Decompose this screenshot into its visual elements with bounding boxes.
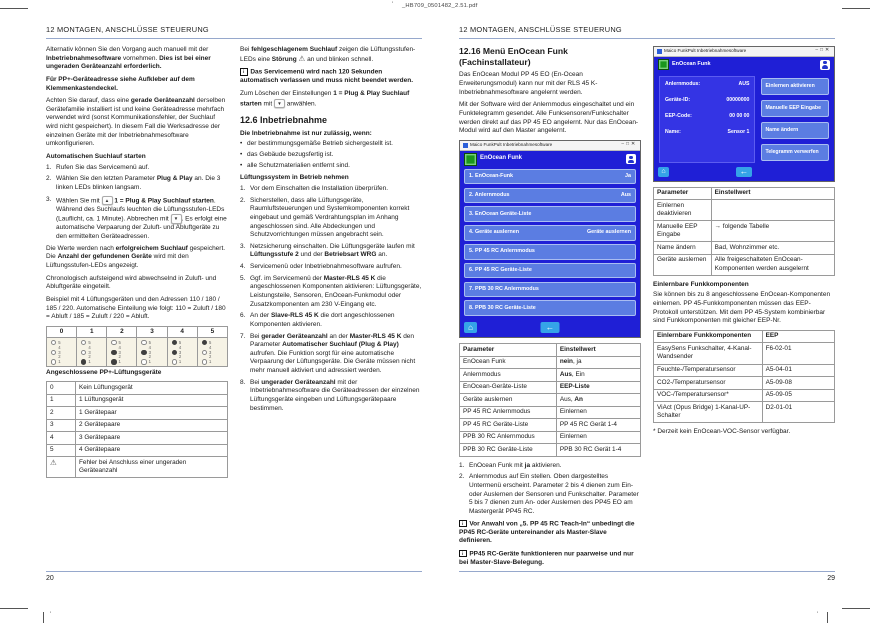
back-arrow-icon: ← — [736, 167, 752, 177]
field-value: Sensor 1 — [727, 128, 750, 135]
minimize-icon: – — [815, 48, 821, 54]
crop-mark: ' — [392, 2, 394, 8]
list-item: 1. Vor dem Einschalten die Installation überprüfen. — [240, 184, 389, 192]
table-cell: 1 — [47, 394, 76, 407]
left-page-column-1 — [46, 46, 228, 571]
table-row — [654, 330, 835, 343]
table-cell: VOC-/Temperatursensor* — [654, 389, 763, 402]
table-cell — [711, 200, 834, 221]
menu-item-label: 3. EnOcean Geräte-Liste — [469, 210, 532, 217]
table-cell: Einlernen — [556, 406, 640, 419]
run-in-heading: Die Inbetriebnahme ist nur zulässig, wenn: — [240, 129, 372, 137]
table-cell: Geräte auslernen — [460, 394, 557, 407]
menu-item — [464, 188, 636, 204]
table-cell: 0 — [47, 382, 76, 395]
info-icon: i — [459, 520, 467, 528]
table-row — [460, 369, 641, 382]
menu-item-label: 7. PPB 30 RC Anlernmodus — [469, 285, 539, 292]
table-header-cell: Einlernbare Funkkomponenten — [654, 330, 763, 343]
table-cell: 4 — [47, 432, 76, 445]
section-heading: 12.16 Menü EnOcean Funk (Fachinstallateur) — [459, 46, 568, 68]
screenshot-enocean-menu — [459, 140, 641, 338]
table-cell: EEP-Liste — [556, 381, 640, 394]
menu-item — [464, 169, 636, 185]
list-item: 6. An der Slave-RLS 45 K die dort angeschlossenen Komponenten aktivieren. — [240, 312, 395, 328]
menu-item-value: Aus — [620, 191, 631, 198]
table-cell: → folgende Tabelle — [711, 221, 834, 242]
close-icon: ✕ — [630, 142, 637, 148]
menu-list — [460, 168, 640, 320]
window-titlebar — [654, 47, 834, 57]
table-header-cell: 4 — [167, 326, 197, 338]
field-label: EEP-Code: — [665, 112, 692, 119]
table-cell: Alle freigeschalteten EnOcean-Komponenten werden ausgelernt — [711, 254, 834, 275]
arrow-down-icon: ▼ — [171, 214, 182, 224]
table-cell: Bad, Wohnzimmer etc. — [711, 242, 834, 255]
button: Manuelle EEP Eingabe — [761, 100, 829, 117]
table-row — [654, 364, 835, 377]
table-cell: Manuelle EEP Eingabe — [654, 221, 712, 242]
right-page-column-1 — [459, 46, 641, 571]
button: Name ändern — [761, 122, 829, 139]
table-header-cell: Einstellwert — [556, 344, 640, 357]
table-cell: Aus, An — [556, 394, 640, 407]
list-item: 2. Anlernmodus auf Ein stellen. Oben dargestelltes Untermenü erscheint. Parameter 2 bis 4 dienen zum Ein- oder Auslernen der Sensoren und Funkschalter. Parameter 5 bis 7 dienen zum An- oder Auslernen des PP45 EO am Mastergerät PP45 RC. — [459, 473, 639, 515]
led-indicator-cell: 5 4 3 2 1 — [137, 338, 167, 367]
paragraph: Mit der Software wird der Anlernmodus eingeschaltet und ein Funktelegramm gesendet. Alle Funksensoren/Funkschalter werden direkt auf das PP 45 EO angelernt. Nur das EnOcean-Modul wird auf den Master angelernt. — [459, 101, 639, 135]
info-icon: i — [459, 550, 467, 558]
table-row — [654, 242, 835, 255]
table-cell: Einlernen — [556, 431, 640, 444]
table-header-cell: 1 — [77, 326, 107, 338]
list-item: • der bestimmungsgemäße Betrieb sichergestellt ist. — [240, 140, 422, 149]
list-item: 7. Bei gerader Geräteanzahl an der Master-RLS 45 K den Parameter Automatischer Suchlauf (Plug & Play) aufrufen. Die Funktion sorgt für eine automatische Verpaarung der Lüftungsgeräte. Die Geräte müssen nicht mehr manuell aktiviert und adressiert werden. — [240, 332, 416, 375]
list-item: 1. Rufen Sie das Servicemenü auf. — [46, 163, 150, 171]
maximize-icon: □ — [626, 142, 631, 148]
list-item: 2. Sicherstellen, dass alle Lüftungsgeräte, Raumluftsteuerungen und Systemkomponenten korrekt eingebaut und gemäß Verdrahtungsplan im Anhang angeschlossen sind. Alle Abdeckungen und Schutzvorrichtungen müssen angebracht sein. — [240, 196, 410, 239]
table-cell: ViAct (Opus Bridge) 1-Kanal-UP-Schalter — [654, 402, 763, 423]
paragraph: Beispiel mit 4 Lüftungsgeräten und den Adressen 110 / 180 / 185 / 220. Automatische Einteilung wie folgt: 110 = Zuluft / 180 = Abluft / 185 = Zuluft / 220 = Abluft. — [46, 295, 226, 321]
field-row — [665, 129, 749, 136]
chapter-header: 12 MONTAGEN, ANSCHLÜSSE STEUERUNG — [46, 25, 422, 39]
teachin-fields-panel — [659, 76, 755, 163]
window-bottom-bar — [460, 320, 640, 335]
list-item: 3. Wählen Sie mit ▲ 1 = Plug & Play Suchlauf starten. Während des Suchlaufs leuchten die Lüftungsstufen-LEDs (Lauflicht, ca. 1 Minute). Abbrechen mit ▼ . Es erfolgt eine automatische Verpaarung der Zuluft- und Abluftgeräte zu den ermittelten Geräteadressen. — [46, 195, 227, 241]
section-heading: 12.6 Inbetriebnahme — [240, 114, 328, 125]
table-cell: 5 — [47, 444, 76, 457]
table-row — [47, 457, 228, 478]
app-screen-title: EnOcean Funk — [480, 155, 523, 162]
led-indicator-cell: 5 4 3 2 1 — [77, 338, 107, 367]
run-in-heading: Automatischen Suchlauf starten — [46, 153, 146, 161]
menu-item — [464, 263, 636, 279]
table-cell: Aus, Ein — [556, 369, 640, 382]
window-titlebar — [460, 141, 640, 151]
list-item: 8. Bei ungerader Geräteanzahl mit der Inbetriebnahmesoftware die Geräteadressen der einzelnen Lüftungsgeräte eingeben und Lüftungsgerätepaare bestimmen. — [240, 378, 420, 412]
teachin-buttons-panel — [755, 76, 829, 163]
menu-item — [464, 225, 636, 241]
list-item: 1. EnOcean Funk mit ja aktivieren. — [459, 461, 562, 469]
table-row — [460, 344, 641, 357]
warning-triangle-icon: ⚠ — [298, 53, 306, 63]
parameter-table-2 — [653, 187, 835, 276]
led-indicator-cell: 5 4 3 2 1 — [197, 338, 227, 367]
table-row — [654, 200, 835, 221]
table-cell: Feuchte-/Temperatursensor — [654, 364, 763, 377]
table-row — [654, 254, 835, 275]
page-footer — [459, 571, 835, 582]
table-caption: Angeschlossene PP+-Lüftungsgeräte — [46, 369, 162, 377]
menu-item — [464, 244, 636, 260]
table-row — [47, 444, 228, 457]
table-row — [654, 389, 835, 402]
table-cell: PPB 30 RC Gerät 1-4 — [556, 444, 640, 457]
window-bottom-bar — [654, 165, 834, 179]
table-cell: A5-04-01 — [762, 364, 834, 377]
eep-table — [653, 330, 835, 423]
minimize-icon: – — [621, 142, 627, 148]
menu-item-label: 6. PP 45 RC Geräte-Liste — [469, 266, 532, 273]
paragraph: Sie können bis zu 8 angeschlossene EnOcean-Komponenten einlernen. PP 45-Funkkomponenten müssen das EEP-Protokoll unterstützen. Mit dem PP 45-System kombinierbar sind Funkkomponenten mit gleicher EEP-Nr. — [653, 291, 831, 325]
field-label: Anlernmodus: — [665, 81, 701, 87]
paragraph: Die Werte werden nach erfolgreichem Suchlauf gespeichert. Die Anzahl der gefundenen Geräte wird mit den Lüftungsstufen-LEDs angezeigt. — [46, 244, 226, 270]
table-row — [654, 402, 835, 423]
chapter-header: 12 MONTAGEN, ANSCHLÜSSE STEUERUNG — [459, 25, 835, 39]
paragraph: Alternativ können Sie den Vorgang auch manuell mit der Inbetriebnahmesoftware vornehmen. Dies ist bei einer ungeraden Geräteanzahl erforderlich. — [46, 46, 211, 71]
menu-item — [464, 282, 636, 298]
table-header-cell: 3 — [137, 326, 167, 338]
table-cell: Name ändern — [654, 242, 712, 255]
menu-item — [464, 300, 636, 316]
warning-icon — [47, 457, 76, 478]
device-count-table — [46, 381, 228, 478]
table-cell: Einlernen deaktivieren — [654, 200, 712, 221]
table-cell: EnOcean-Geräte-Liste — [460, 381, 557, 394]
led-state-table — [46, 326, 228, 368]
table-cell: A5-09-08 — [762, 377, 834, 390]
menu-item-label: 5. PP 45 RC Anlernmodus — [469, 248, 535, 255]
field-row — [665, 81, 749, 88]
button: Telegramm verwerfen — [761, 144, 829, 161]
window-controls — [621, 142, 637, 148]
list-item: 4. Servicemenü oder Inbetriebnahmesoftware aufrufen. — [240, 263, 402, 271]
table-cell: CO2-/Temperatursensor — [654, 377, 763, 390]
led-indicator-cell: 5 4 3 2 1 — [107, 338, 137, 367]
field-value: AUS — [738, 81, 750, 87]
table-cell: Fehler bei Anschluss einer ungeraden Geräteanzahl — [76, 457, 228, 478]
field-value: 00000000 — [726, 96, 750, 103]
window-icon — [657, 49, 662, 54]
menu-item-value: Geräte auslernen — [586, 229, 631, 236]
page-number: 29 — [827, 575, 835, 582]
crop-mark — [842, 8, 870, 9]
table-cell: Kein Lüftungsgerät — [76, 382, 228, 395]
menu-item-label: 2. Anlernmodus — [469, 191, 510, 198]
window-title: Maico FunkPult Inbetriebnahmesoftware — [664, 48, 747, 54]
led-indicator-cell: 5 4 3 2 1 — [47, 338, 77, 367]
page-20 — [46, 25, 422, 582]
crop-mark: ' — [817, 612, 819, 618]
close-icon: ✕ — [824, 48, 831, 54]
paragraph: Chronologisch aufsteigend wird abwechselnd in Zuluft- und Abluftgeräte eingeteilt. — [46, 274, 217, 291]
table-cell: F6-02-01 — [762, 343, 834, 364]
table-row — [47, 382, 228, 395]
crop-mark — [827, 612, 828, 623]
table-cell: EnOcean Funk — [460, 356, 557, 369]
table-header-cell: Einstellwert — [711, 187, 834, 200]
menu-item-label: 8. PPB 30 RC Geräte-Liste — [469, 304, 536, 311]
info-note: i Das Servicemenü wird nach 120 Sekunden automatisch verlassen und muss nicht beendet werden. — [240, 68, 414, 85]
field-row — [665, 97, 749, 104]
pdf-filename: _HB709_0501482_2.51.pdf — [402, 3, 478, 9]
user-icon — [626, 154, 636, 164]
crop-mark — [842, 608, 870, 609]
info-note: i PP45 RC-Geräte funktionieren nur paarweise und nur bei Master-Slave-Belegung. — [459, 550, 634, 567]
table-header-cell: Parameter — [654, 187, 712, 200]
led-indicator-cell: 5 4 3 2 1 — [167, 338, 197, 367]
list-item: • das Gebäude bezugsfertig ist. — [240, 151, 422, 160]
table-cell: 2 Gerätepaare — [76, 419, 228, 432]
menu-item-label: 1. EnOcean-Funk — [469, 173, 514, 180]
table-cell: PPB 30 RC Geräte-Liste — [460, 444, 557, 457]
table-row — [47, 338, 228, 367]
list-item: • alle Schutzmaterialien entfernt sind. — [240, 162, 422, 171]
window-title: Maico FunkPult Inbetriebnahmesoftware — [470, 142, 553, 148]
window-icon — [463, 143, 468, 148]
table-cell: D2-01-01 — [762, 402, 834, 423]
page-number: 20 — [46, 575, 54, 582]
table-cell: 4 Gerätepaare — [76, 444, 228, 457]
table-cell: PPB 30 RC Anlernmodus — [460, 431, 557, 444]
right-page-column-2 — [653, 46, 835, 571]
table-header-cell: EEP — [762, 330, 834, 343]
table-cell: PP 45 RC Gerät 1-4 — [556, 419, 640, 432]
window-controls — [815, 48, 831, 54]
table-row — [460, 419, 641, 432]
app-logo-icon — [658, 59, 669, 70]
table-cell: EasySens Funkschalter, 4-Kanal-Wandsender — [654, 343, 763, 364]
crop-mark — [0, 8, 28, 9]
home-icon: ⌂ — [658, 167, 669, 177]
table-cell: PP 45 RC Anlernmodus — [460, 406, 557, 419]
run-in-heading: Lüftungssystem in Betrieb nehmen — [240, 174, 349, 182]
table-header-cell: 2 — [107, 326, 137, 338]
table-row — [654, 377, 835, 390]
arrow-down-icon: ▼ — [274, 99, 285, 109]
crop-mark — [43, 612, 44, 623]
table-row — [47, 326, 228, 338]
paragraph: Zum Löschen der Einstellungen 1 = Plug & Play Suchlauf starten mit ▼ anwählen. — [240, 90, 410, 108]
run-in-heading: Einlernbare Funkkomponenten — [653, 280, 749, 288]
table-cell: nein, ja — [556, 356, 640, 369]
field-label: Name: — [665, 128, 681, 135]
table-row — [654, 187, 835, 200]
page-29 — [459, 25, 835, 582]
info-note: i Vor Anwahl von „5. PP 45 RC Teach-In“ unbedingt die PP45 RC-Geräte untereinander als Master-Slave definieren. — [459, 520, 635, 545]
paragraph: Achten Sie darauf, dass eine gerade Geräteanzahl derselben Gerätefamilie installiert ist und keine Geräteadresse mehrfach verwendet wird (sonst Kommunikationsfehler, der Suchlauf wird nicht gespeichert). In diesem Fall die Werksadresse der einzelnen Geräte mit der Inbetriebnahmesoftware umkonfigurieren. — [46, 97, 226, 148]
table-cell: 3 — [47, 419, 76, 432]
table-cell: Geräte auslernen — [654, 254, 712, 275]
field-row — [665, 113, 749, 120]
paragraph: Für PP+-Geräteadresse siehe Aufkleber auf dem Klemmenkastendeckel. — [46, 75, 195, 92]
table-header-cell: 0 — [47, 326, 77, 338]
button: Einlernen aktivieren — [761, 78, 829, 95]
table-row — [460, 381, 641, 394]
table-cell: 1 Gerätepaar — [76, 407, 228, 420]
arrow-up-icon: ▲ — [102, 196, 113, 206]
paragraph: Bei fehlgeschlagenem Suchlauf zeigen die Lüftungsstufen-LEDs eine Störung ⚠ an und blinken schnell. — [240, 46, 416, 63]
teachin-body — [654, 72, 834, 165]
back-arrow-icon: ← — [541, 322, 560, 333]
table-row — [47, 407, 228, 420]
crop-mark: ' — [50, 612, 52, 618]
table-cell: 1 Lüftungsgerät — [76, 394, 228, 407]
table-row — [654, 343, 835, 364]
app-header — [654, 57, 834, 72]
table-cell: 3 Gerätepaare — [76, 432, 228, 445]
table-row — [460, 431, 641, 444]
home-icon: ⌂ — [464, 322, 477, 333]
table-row — [460, 444, 641, 457]
info-icon: i — [240, 68, 248, 76]
menu-item — [464, 206, 636, 222]
menu-item-label: 4. Geräte auslernen — [469, 229, 520, 236]
table-cell: Anlernmodus — [460, 369, 557, 382]
table-row — [47, 432, 228, 445]
table-row — [460, 356, 641, 369]
menu-item-value: Ja — [625, 173, 631, 180]
table-header-cell: Parameter — [460, 344, 557, 357]
list-item: 3. Netzsicherung einschalten. Die Lüftungsgeräte laufen mit Lüftungsstufe 2 und der Betriebsart WRG an. — [240, 242, 415, 259]
list-item: 2. Wählen Sie den letzten Parameter Plug & Play an. Die 3 linken LEDs blinken langsam. — [46, 175, 221, 191]
table-cell: 2 — [47, 407, 76, 420]
screenshot-enocean-teachin — [653, 46, 835, 182]
maximize-icon: □ — [820, 48, 825, 54]
page-footer — [46, 571, 422, 582]
table-row — [460, 394, 641, 407]
table-row — [654, 221, 835, 242]
paragraph: Das EnOcean Modul PP 45 EO (En-Ocean Erweiterungsmodul) kann nur mit der RLS 45 K-Inbetriebnahmesoftware angelernt werden. — [459, 71, 598, 96]
left-page-column-2 — [240, 46, 422, 571]
table-row — [460, 406, 641, 419]
table-header-cell: 5 — [197, 326, 227, 338]
user-icon — [820, 60, 830, 70]
field-value: 00 00 00 — [729, 112, 750, 119]
table-row — [47, 394, 228, 407]
table-cell: A5-09-05 — [762, 389, 834, 402]
app-header — [460, 151, 640, 168]
parameter-table — [459, 343, 641, 457]
table-row — [47, 419, 228, 432]
crop-mark — [0, 608, 28, 609]
field-label: Geräte-ID: — [665, 96, 691, 103]
warning-triangle-icon: ⚠ — [50, 457, 57, 467]
list-item: 5. Ggf. im Servicemenü der Master-RLS 45 K die angeschlossenen Komponenten aktivieren: Lüftungsgeräte, Leistungsteile, Sensoren, EnOcean-Funkmodul oder Zusatzkomponenten am 230 V-Eingang etc. — [240, 274, 422, 308]
footnote: * Derzeit kein EnOcean-VOC-Sensor verfügbar. — [653, 428, 791, 436]
table-cell: PP 45 RC Geräte-Liste — [460, 419, 557, 432]
app-logo-icon — [464, 153, 477, 166]
app-screen-title: EnOcean Funk — [672, 60, 711, 67]
